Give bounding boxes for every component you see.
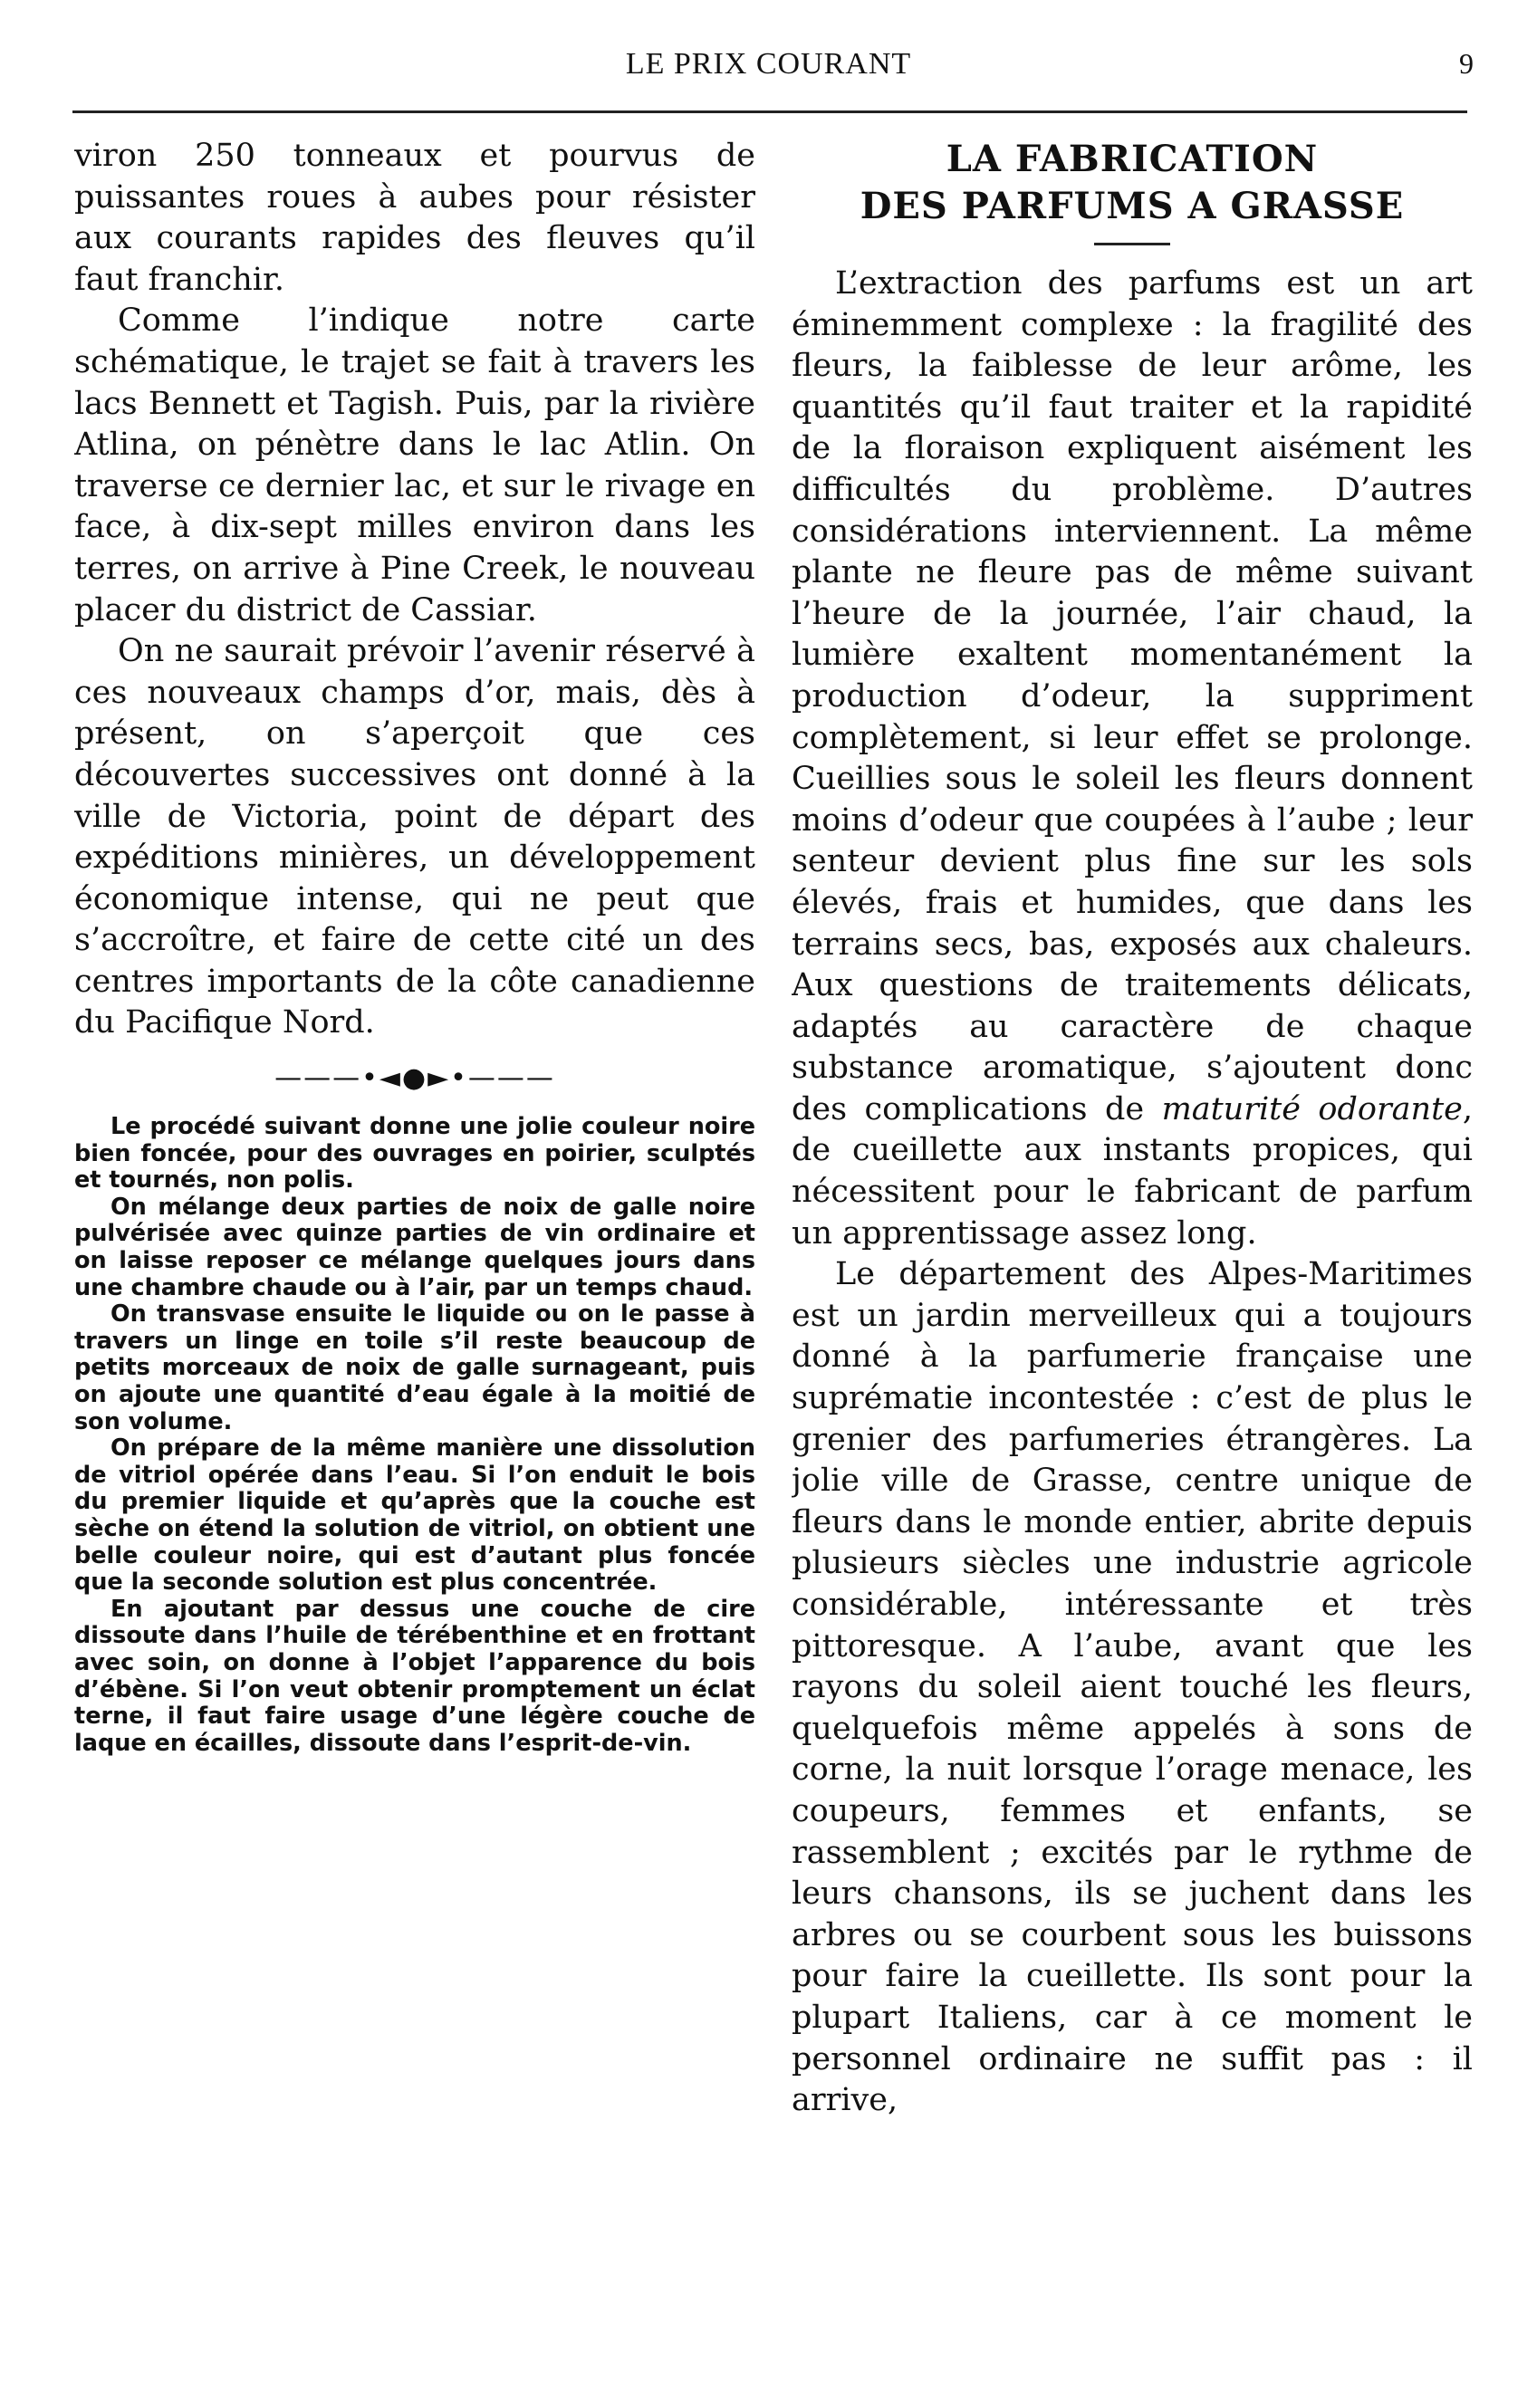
page-number: 9	[1459, 47, 1474, 80]
header-rule	[72, 110, 1467, 113]
article-title	[792, 136, 1473, 230]
article-title-line: LA FABRICATION	[946, 138, 1319, 180]
paragraph-grasse: Le département des Alpes-Maritimes est un jardin merveilleux qui a toujours donné à la parfumerie française une suprématie incontestée : c’est de plus le grenier des parfumeries étrangères. La jolie ville de Grasse, centre unique de fleurs dans le monde entier, abrite depuis plusieurs siècles une industrie agricole considérable, intéressante et très pittoresque. A l’aube, avant que les rayons du soleil aient touché les fleurs, quelquefois même appelés à sons de corne, la nuit lorsque l’orage menace, les coupeurs, femmes et enfants, se rassemblent ; excités par le rythme de leurs chansons, ils se juchent dans les arbres ou se courbent sous les buissons pour faire la cueillette. Ils sont pour la plupart Italiens, car à ce moment le personnel ordinaire ne suffit pas : il arrive,	[792, 1256, 1473, 2119]
paragraph-continued: viron 250 tonneaux et pourvus de puissantes roues à aubes pour résister aux courants rapides des fleuves qu’il faut franchir.	[74, 138, 755, 298]
text-span: , de cueillette aux instants propices, qui nécessitent pour le fabricant de parfum un apprentissage assez long.	[792, 1090, 1473, 1252]
article-title-line: DES PARFUMS A GRASSE	[860, 185, 1405, 227]
page-header	[0, 47, 1537, 94]
recipe-paragraph: On mélange deux parties de noix de galle noire pulvérisée avec quinze parties de vin ordinaire et on laisse reposer ce mélange quelques jours dans une chambre chaude ou à l’air, par un temps chaud.	[74, 1193, 755, 1301]
italic-term: maturité odorante	[1161, 1090, 1463, 1127]
paragraph-route: Comme l’indique notre carte schématique, le trajet se fait à travers les lacs Bennett et Tagish. Puis, par la rivière Atlina, on pénètre dans le lac Atlin. On traverse ce dernier lac, et sur le rivage en face, à dix-sept milles environ dans les terres, on arrive à Pine Creek, le nouveau placer du district de Cassiar.	[74, 302, 755, 628]
recipe-paragraph: En ajoutant par dessus une couche de cire dissoute dans l’huile de térébenthine et en frottant avec soin, on donne à l’objet l’apparence du bois d’ébène. Si l’on veut obtenir promptement un éclat terne, il faut faire usage d’une légère couche de laque en écailles, dissoute dans l’esprit-de-vin.	[74, 1595, 755, 1757]
text-span: L’extraction des parfums est un art éminemment complexe : la fragilité des fleurs, la faiblesse de leur arôme, les quantités qu’il faut traiter et la rapidité de la floraison expliquent aisément les difficultés du problème. D’autres considérations interviennent. La même plante ne fleure pas de même suivant l’heure de la journée, l’air chaud, la lumière exaltent momentanément la production d’odeur, la suppriment complètement, si leur effet se prolonge. Cueillies sous le soleil les fleurs donnent moins d’odeur que coupées à l’aube ; leur senteur devient plus fine sur les sols élevés, frais et humides, que dans les terrains secs, bas, exposés aux chaleurs. Aux questions de traitements délicats, adaptés au caractère de chaque substance aromatique, s’ajoutent donc des complications de	[792, 265, 1473, 1127]
recipe-paragraph: On transvase ensuite le liquide ou on le passe à travers un linge en toile s’il reste beaucoup de petits morceaux de noix de galle surnageant, puis on ajoute une quantité d’eau égale à la moitié de son volume.	[74, 1300, 755, 1435]
paragraph-extraction	[792, 264, 1473, 1254]
paragraph-victoria: On ne saurait prévoir l’avenir réservé à ces nouveaux champs d’or, mais, dès à présent, on s’aperçoit que ces découvertes successives ont donné à la ville de Victoria, point de départ des expéditions minières, un développement économique intense, qui ne peut que s’accroître, et faire de cette cité un des centres importants de la côte canadienne du Pacifique Nord.	[74, 633, 755, 1041]
left-column	[74, 136, 755, 2382]
right-column	[792, 136, 1473, 2382]
title-rule	[1094, 243, 1170, 245]
running-title: LE PRIX COURANT	[625, 47, 912, 81]
section-divider: ———•◄●►•———	[274, 1062, 555, 1095]
recipe-paragraph: Le procédé suivant donne une jolie couleur noire bien foncée, pour des ouvrages en poirier, sculptés et tournés, non polis.	[74, 1113, 755, 1194]
recipe-paragraph: On prépare de la même manière une dissolution de vitriol opérée dans l’eau. Si l’on enduit le bois du premier liquide et qu’après que la couche est sèche on étend la solution de vitriol, on obtient une belle couleur noire, qui est d’autant plus foncée que la seconde solution est plus concentrée.	[74, 1434, 755, 1597]
